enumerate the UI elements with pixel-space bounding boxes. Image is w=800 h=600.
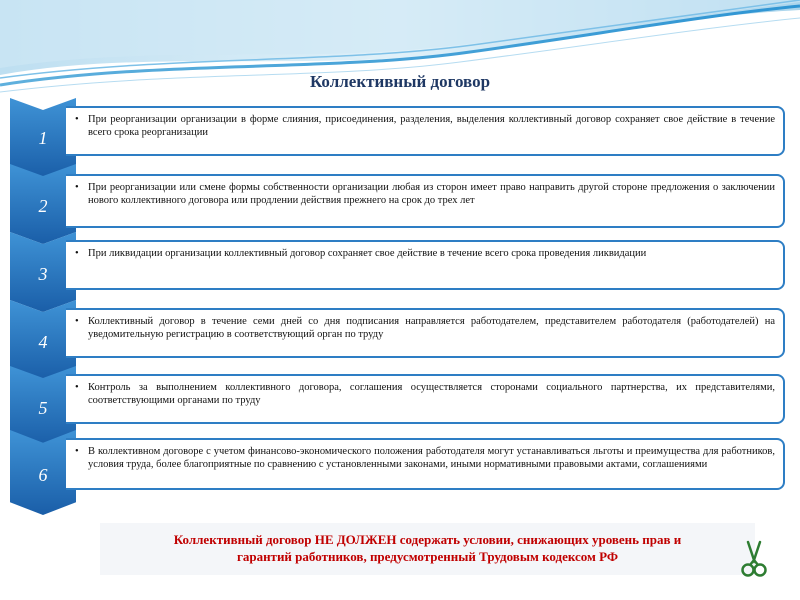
- item-box: [66, 106, 785, 156]
- item-number: 2: [38, 196, 48, 216]
- item-text: • В коллективном договоре с учетом финансово-экономического положения работодателя могут устанавливаться льготы и преимущества для работников, условия труда, более благоприятные по сравнению с установленными законами, иными нормативными правовыми актами, соглашениями: [88, 445, 775, 471]
- warning-note-line-1: Коллективный договор НЕ ДОЛЖЕН содержать условии, снижающих уровень прав и: [173, 532, 682, 547]
- warning-note-text: [100, 531, 755, 565]
- list-item: [10, 430, 785, 515]
- item-box: [66, 438, 785, 490]
- warning-note: [100, 523, 755, 575]
- item-number: 3: [38, 264, 48, 284]
- item-text: • При реорганизации или смене формы собственности организации любая из сторон имеет право направить другой стороне предложения о заключении нового коллективного договора или продлении действия прежнего на срок до трех лет: [88, 181, 775, 207]
- item-box: [66, 308, 785, 358]
- page-title: Коллективный договор: [309, 72, 491, 91]
- scissors-icon: [740, 540, 768, 578]
- item-text: • Контроль за выполнением коллективного договора, соглашения осуществляется сторонами социального партнерства, их представителями, соответствующими органами по труду: [88, 381, 775, 407]
- item-text: • При ликвидации организации коллективный договор сохраняет свое действие в течение всего срока проведения ликвидации: [88, 247, 775, 260]
- item-text: • При реорганизации организации в форме слияния, присоединения, разделения, выделения коллективный договор сохраняет свое действие в течение всего срока реорганизации: [88, 113, 775, 139]
- item-box: [66, 374, 785, 424]
- item-number: 1: [38, 128, 48, 148]
- item-text: • Коллективный договор в течение семи дней со дня подписания направляется работодателем, представителем работодателя (работодателей) на уведомительную регистрацию в соответствующий орган по труду: [88, 315, 775, 341]
- item-box: [66, 174, 785, 228]
- item-number: 4: [38, 332, 48, 352]
- item-box: [66, 240, 785, 290]
- warning-note-line-2: гарантий работников, предусмотренный Трудовым кодексом РФ: [236, 549, 619, 564]
- item-number: 5: [38, 398, 48, 418]
- item-number: 6: [38, 465, 48, 485]
